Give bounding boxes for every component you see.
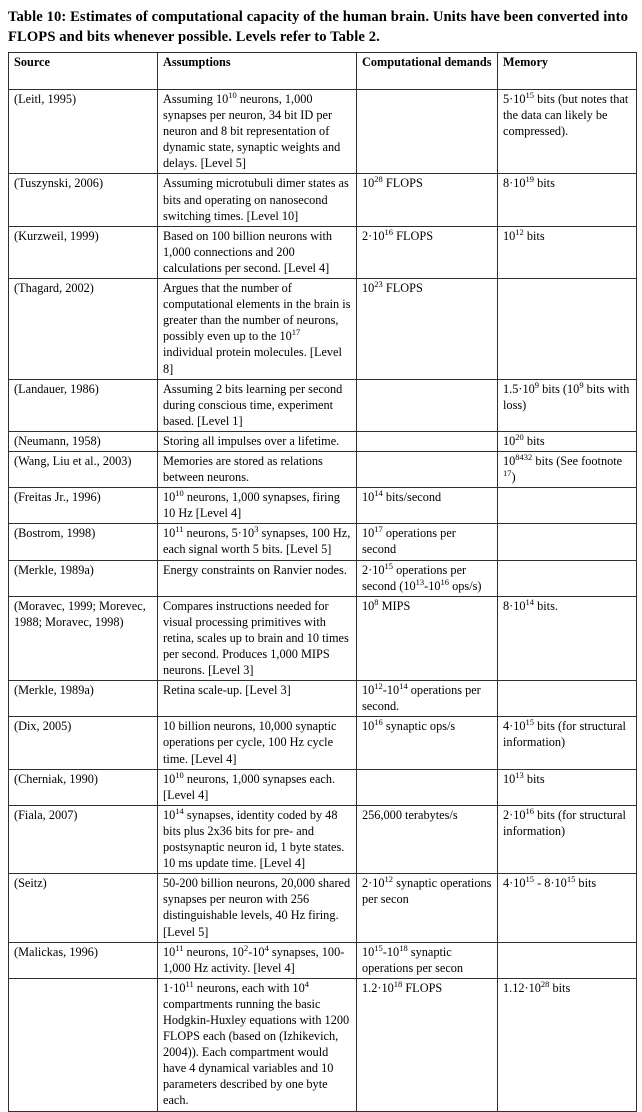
cell-assumptions: Based on 100 billion neurons with 1,000 connections and 200 calculations per second. [Level 4] [158, 226, 357, 278]
cell-source: (Cherniak, 1990) [9, 769, 158, 805]
cell-demands: $10^{16}$ synaptic ops/s [357, 717, 498, 769]
cell-assumptions: Assuming 2 bits learning per second during conscious time, experiment based. [Level 1] [158, 379, 357, 431]
cell-demands: $10^{28}$ FLOPS [357, 174, 498, 226]
cell-demands: $10^{12}-10^{14}$ operations per second. [357, 681, 498, 717]
cell-memory: $10^{20}$ bits [498, 431, 637, 451]
cell-demands [357, 90, 498, 174]
column-header-assumptions: Assumptions [158, 53, 357, 90]
cell-source: (Merkle, 1989a) [9, 560, 158, 596]
cell-source: (Dix, 2005) [9, 717, 158, 769]
table-row [9, 769, 637, 805]
cell-source: (Kurzweil, 1999) [9, 226, 158, 278]
cell-demands: $1.2\cdot 10^{18}$ FLOPS [357, 978, 498, 1111]
table-row [9, 379, 637, 431]
cell-demands: $10^{23}$ FLOPS [357, 279, 498, 380]
cell-memory [498, 488, 637, 524]
cell-assumptions: $10^{10}$ neurons, 1,000 synapses, firing 10 Hz [Level 4] [158, 488, 357, 524]
table-row [9, 717, 637, 769]
cell-source: (Leitl, 1995) [9, 90, 158, 174]
cell-memory: $10^{8432}$ bits (See footnote $^{17}$) [498, 451, 637, 487]
table-caption: Table 10: Estimates of computational capacity of the human brain. Units have been converted into FLOPS and bits whenever possible. Levels refer to Table 2. [8, 9, 628, 45]
cell-assumptions: $10^{14}$ synapses, identity coded by 48 bits plus 2x36 bits for pre- and postsynaptic neuron id, 1 byte states. 10 ms update time. [Level 4] [158, 805, 357, 873]
cell-assumptions: Retina scale-up. [Level 3] [158, 681, 357, 717]
cell-source [9, 978, 158, 1111]
cell-source: (Malickas, 1996) [9, 942, 158, 978]
cell-source: (Wang, Liu et al., 2003) [9, 451, 158, 487]
cell-assumptions: Assuming microtubuli dimer states as bits and operating on nanosecond switching times. [Level 10] [158, 174, 357, 226]
cell-demands [357, 451, 498, 487]
cell-demands: $10^{14}$ bits/second [357, 488, 498, 524]
cell-source: (Neumann, 1958) [9, 431, 158, 451]
cell-memory: $10^{13}$ bits [498, 769, 637, 805]
cell-memory [498, 279, 637, 380]
cell-demands: $10^{15}-10^{18}$ synaptic operations per secon [357, 942, 498, 978]
column-header-source: Source [9, 53, 158, 90]
cell-memory: $2\cdot 10^{16}$ bits (for structural information) [498, 805, 637, 873]
cell-memory: $1.12\cdot 10^{28}$ bits [498, 978, 637, 1111]
table-row [9, 978, 637, 1111]
cell-assumptions: $10^{11}$ neurons, $5\cdot 10^3$ synapses, 100 Hz, each signal worth 5 bits. [Level 5] [158, 524, 357, 560]
cell-demands: 256,000 terabytes/s [357, 805, 498, 873]
table-row [9, 805, 637, 873]
table-row [9, 431, 637, 451]
cell-assumptions: Compares instructions needed for visual processing primitives with retina, scales up to brain and 10 times per second. Produces 1,000 MIPS neurons. [Level 3] [158, 596, 357, 680]
table-row [9, 451, 637, 487]
cell-memory: $8\cdot 10^{19}$ bits [498, 174, 637, 226]
cell-source: (Moravec, 1999; Morevec, 1988; Moravec, 1998) [9, 596, 158, 680]
cell-demands: $10^8$ MIPS [357, 596, 498, 680]
cell-demands: $2\cdot 10^{16}$ FLOPS [357, 226, 498, 278]
cell-source: (Seitz) [9, 874, 158, 942]
table-row [9, 560, 637, 596]
cell-assumptions: Argues that the number of computational elements in the brain is greater than the number of neurons, possibly even up to the $10^{17}$ individual protein molecules. [Level 8] [158, 279, 357, 380]
cell-assumptions: Storing all impulses over a lifetime. [158, 431, 357, 451]
table-body [9, 90, 637, 1112]
header-row [9, 53, 637, 90]
cell-assumptions: Assuming $10^{10}$ neurons, 1,000 synapses per neuron, 34 bit ID per neuron and 8 bit representation of dynamic state, synaptic weights and delays. [Level 5] [158, 90, 357, 174]
cell-demands [357, 431, 498, 451]
cell-source: (Landauer, 1986) [9, 379, 158, 431]
cell-assumptions: $10^{10}$ neurons, 1,000 synapses each. [Level 4] [158, 769, 357, 805]
cell-memory [498, 942, 637, 978]
cell-demands [357, 769, 498, 805]
cell-source: (Freitas Jr., 1996) [9, 488, 158, 524]
cell-memory: $4\cdot 10^{15} - 8\cdot 10^{15}$ bits [498, 874, 637, 942]
cell-source: (Merkle, 1989a) [9, 681, 158, 717]
cell-assumptions: $1\cdot 10^{11}$ neurons, each with $10^4$ compartments running the basic Hodgkin-Huxley equations with 1200 FLOPS each (based on (Izhikevich, 2004)). Each compartment would have 4 dynamical variables and 10 parameters described by one byte each. [158, 978, 357, 1111]
cell-memory: $1.5\cdot 10^9$ bits ($10^9$ bits with loss) [498, 379, 637, 431]
cell-demands: $2\cdot 10^{12}$ synaptic operations per secon [357, 874, 498, 942]
cell-source: (Fiala, 2007) [9, 805, 158, 873]
table-row [9, 90, 637, 174]
capacity-table [8, 52, 637, 1112]
table-row [9, 874, 637, 942]
cell-demands: $10^{17}$ operations per second [357, 524, 498, 560]
cell-demands [357, 379, 498, 431]
cell-assumptions: $10^{11}$ neurons, $10^2-10^4$ synapses, 100-1,000 Hz activity. [level 4] [158, 942, 357, 978]
cell-demands: $2\cdot 10^{15}$ operations per second ($10^{13}-10^{16}$ ops/s) [357, 560, 498, 596]
cell-assumptions: 50-200 billion neurons, 20,000 shared synapses per neuron with 256 distinguishable levels, 40 Hz firing. [Level 5] [158, 874, 357, 942]
cell-memory: $8\cdot 10^{14}$ bits. [498, 596, 637, 680]
column-header-memory: Memory [498, 53, 637, 90]
cell-source: (Thagard, 2002) [9, 279, 158, 380]
cell-source: (Tuszynski, 2006) [9, 174, 158, 226]
cell-assumptions: Memories are stored as relations between neurons. [158, 451, 357, 487]
table-row [9, 226, 637, 278]
cell-memory [498, 560, 637, 596]
column-header-computational-demands: Computational demands [357, 53, 498, 90]
table-row [9, 488, 637, 524]
table-row [9, 942, 637, 978]
cell-memory [498, 524, 637, 560]
table-row [9, 279, 637, 380]
cell-memory [498, 681, 637, 717]
cell-assumptions: 10 billion neurons, 10,000 synaptic operations per cycle, 100 Hz cycle time. [Level 4] [158, 717, 357, 769]
table-row [9, 524, 637, 560]
cell-source: (Bostrom, 1998) [9, 524, 158, 560]
table-row [9, 174, 637, 226]
cell-memory: $5\cdot 10^{15}$ bits (but notes that the data can likely be compressed). [498, 90, 637, 174]
cell-assumptions: Energy constraints on Ranvier nodes. [158, 560, 357, 596]
cell-memory: $10^{12}$ bits [498, 226, 637, 278]
table-row [9, 596, 637, 680]
cell-memory: $4\cdot 10^{15}$ bits (for structural information) [498, 717, 637, 769]
table-row [9, 681, 637, 717]
